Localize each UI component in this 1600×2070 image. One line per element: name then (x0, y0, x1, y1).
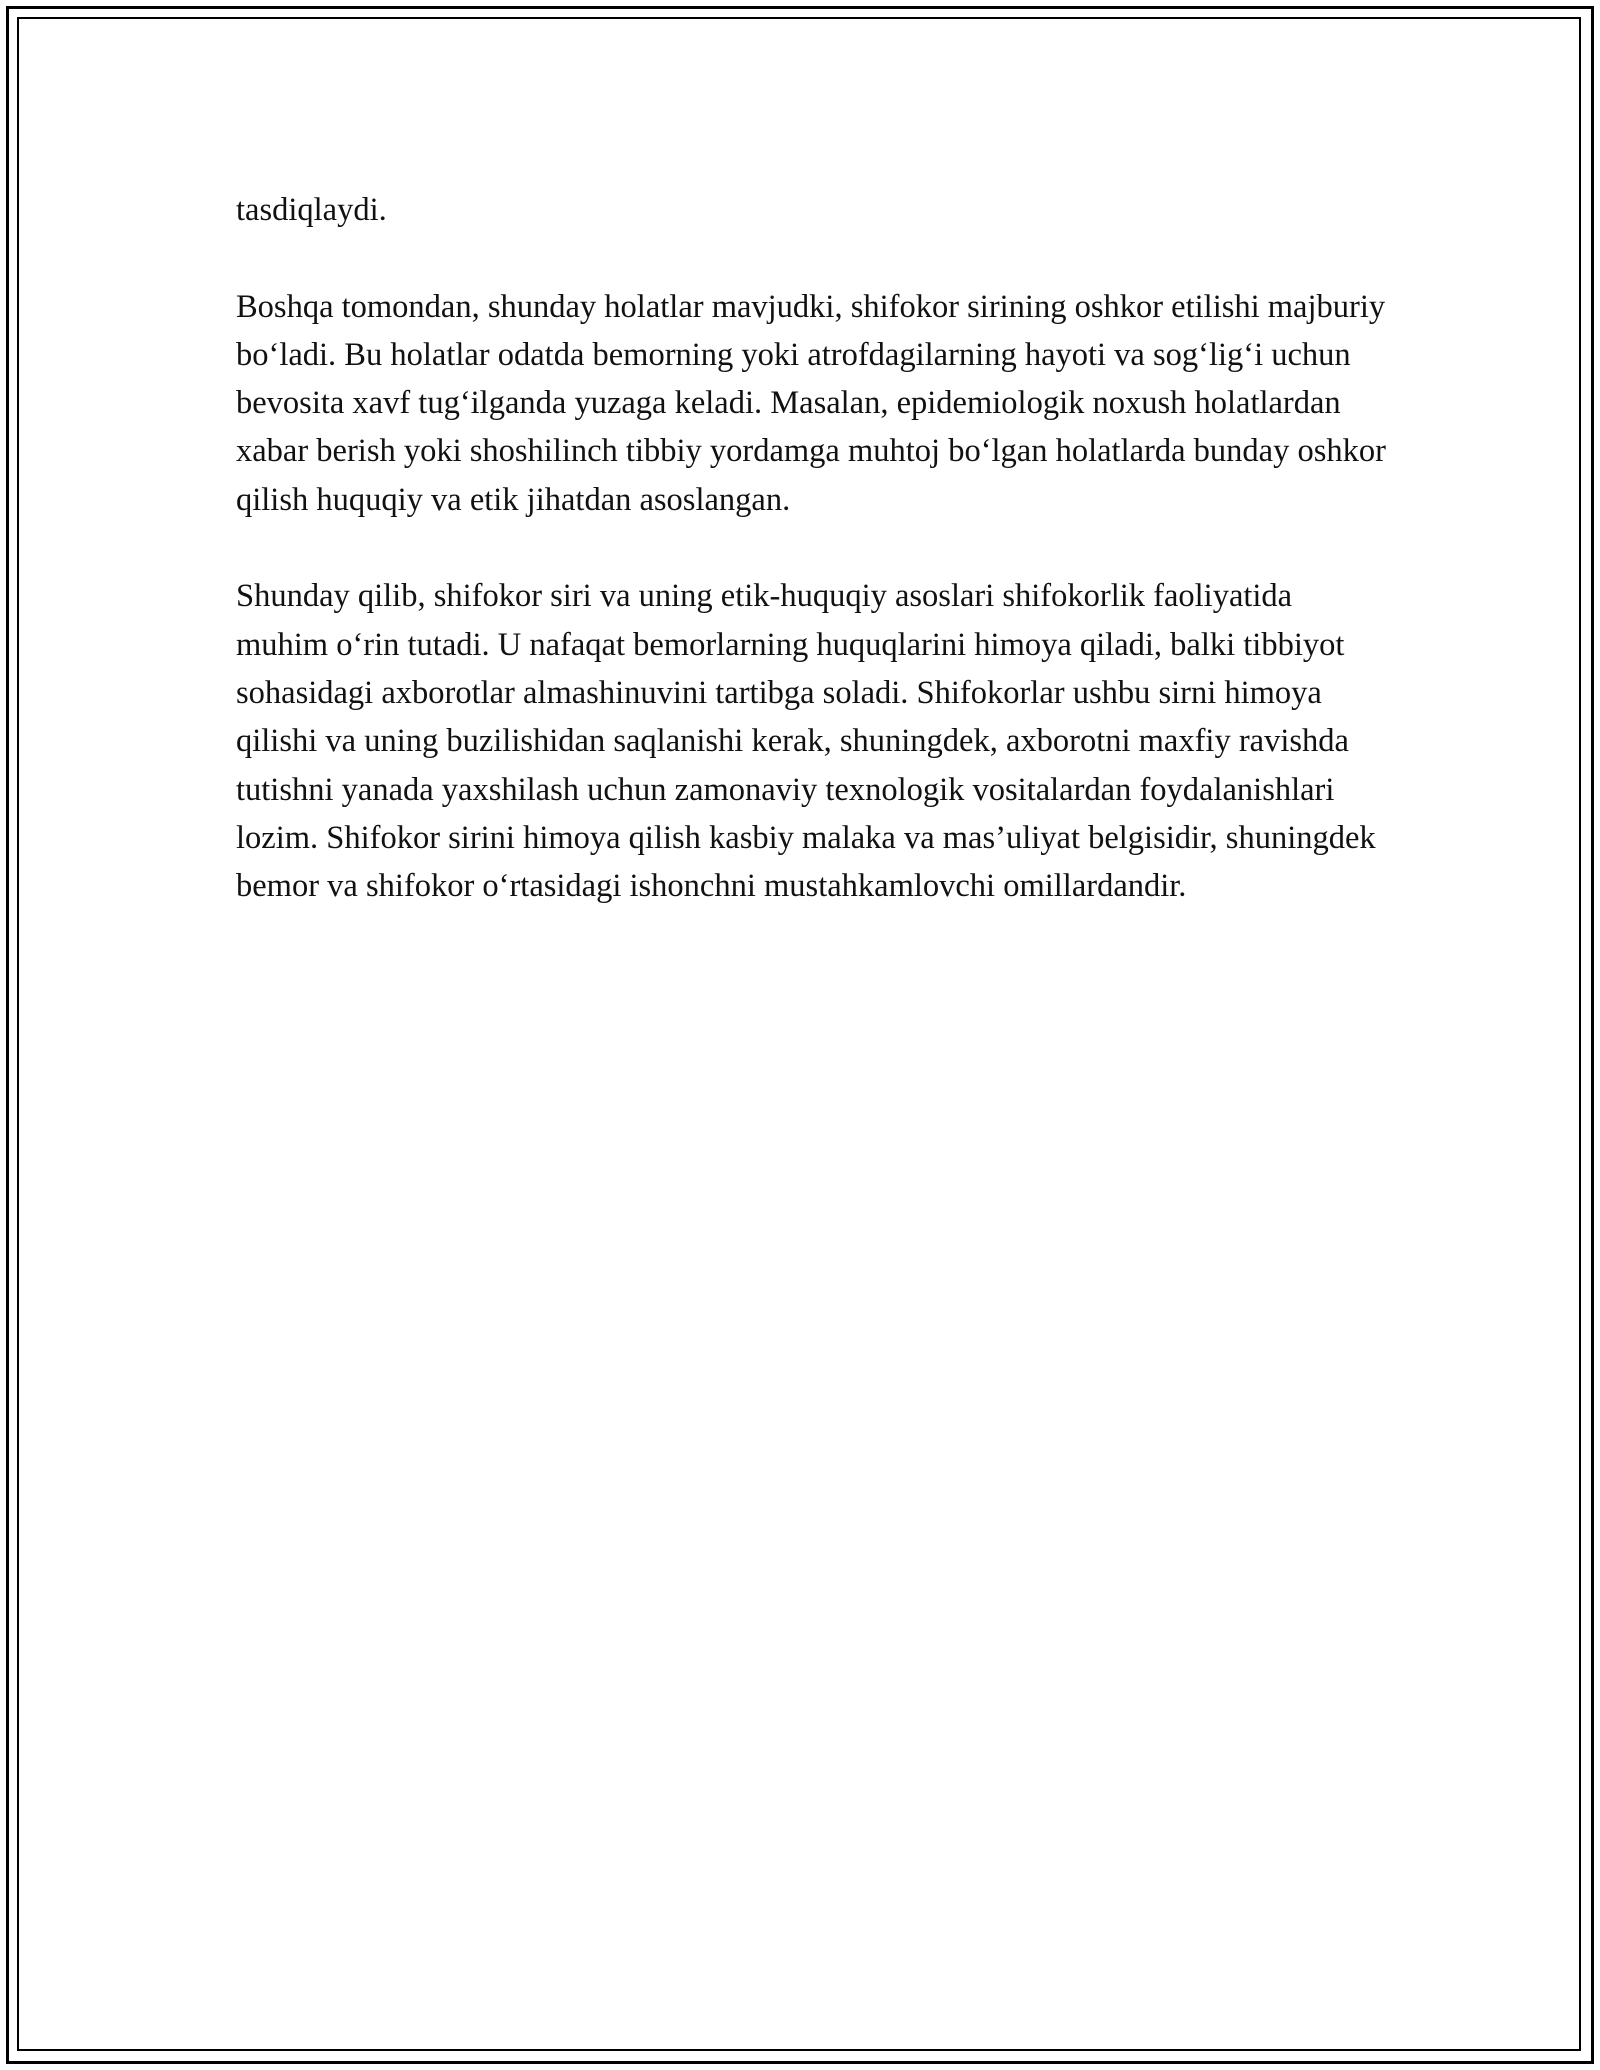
paragraph-disclosure-cases: Boshqa tomondan, shunday holatlar mavjudki, shifokor sirining oshkor etilishi majburiy bo‘ladi. Bu holatlar odatda bemorning yoki atrofdagilarning hayoti va sog‘lig‘i uchun bevosita xavf tug‘ilganda yuzaga keladi. Masalan, epidemiologik noxush holatlardan xabar berish yoki shoshilinch tibbiy yordamga muhtoj bo‘lgan holatlarda bunday oshkor qilish huquqiy va etik jihatdan asoslangan. (236, 288, 1386, 518)
document-body (236, 186, 1386, 910)
paragraph-conclusion: Shunday qilib, shifokor siri va uning etik-huquqiy asoslari shifokorlik faoliyatida muhim o‘rin tutadi. U nafaqat bemorlarning huquqlarini himoya qiladi, balki tibbiyot sohasidagi axborotlar almashinuvini tartibga soladi. Shifokorlar ushbu sirni himoya qilishi va uning buzilishidan saqlanishi kerak, shuningdek, axborotni maxfiy ravishda tutishni yanada yaxshilash uchun zamonaviy texnologik vositalardan foydalanishlari lozim. Shifokor sirini himoya qilish kasbiy malaka va mas’uliyat belgisidir, shuningdek bemor va shifokor o‘rtasidagi ishonchni mustahkamlovchi omillardandir. (236, 578, 1376, 905)
paragraph-continuation: tasdiqlaydi. (236, 192, 387, 228)
